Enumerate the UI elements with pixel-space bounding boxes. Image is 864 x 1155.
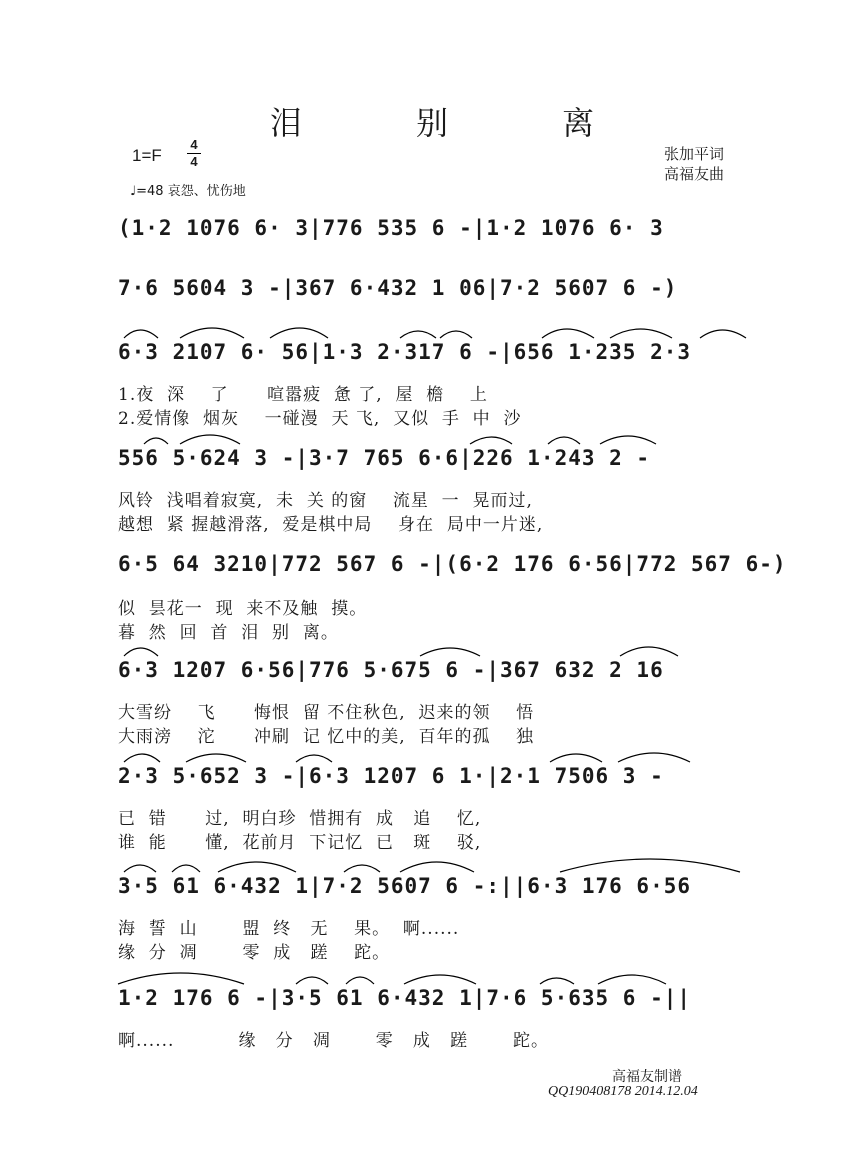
song-title: 泪 别 离 [269, 104, 647, 142]
lyric-line: 已 错 过, 明白珍 惜拥有 成 追 忆, [118, 809, 482, 829]
lyric-line: 海 誓 山 盟 终 无 果。 啊...... [118, 919, 460, 939]
notation-line: 1·2 176 6 -|3·5 61 6·432 1|7·6 5·635 6 -|| [118, 986, 692, 1010]
lyric-line: 风铃 浅唱着寂寞, 未 关 的窗 流星 一 晃而过, [118, 491, 533, 511]
lyric-line: 1.夜 深 了 喧嚣疲 惫 了, 屋 檐 上 [118, 385, 488, 405]
notation-line: 6·3 1207 6·56|776 5·675 6 -|367 632 2 16 [118, 658, 664, 682]
lyric-line: 似 昙花一 现 来不及触 摸。 [118, 599, 368, 619]
lyricist-credit: 张加平词 [664, 145, 725, 163]
notation-line: (1·2 1076 6· 3|776 535 6 -|1·2 1076 6· 3 [118, 216, 664, 240]
lyric-line: 大雪纷 飞 悔恨 留 不住秋色, 迟来的领 悟 [118, 703, 535, 723]
notation-line: 6·3 2107 6· 56|1·3 2·317 6 -|656 1·235 2·3 [118, 340, 692, 364]
time-bottom: 4 [190, 154, 198, 169]
tempo-marking: ♩=48 哀怨、忧伤地 [130, 184, 246, 199]
arranger-credit: 高福友制谱 [612, 1069, 682, 1085]
lyric-line: 越想 紧 握越滑落, 爱是棋中局 身在 局中一片迷, [118, 515, 544, 535]
lyric-line: 谁 能 懂, 花前月 下记忆 已 斑 驳, [118, 833, 482, 853]
lyric-line: 2.爱情像 烟灰 一碰漫 天 飞, 又似 手 中 沙 [118, 409, 522, 429]
composer-credit: 高福友曲 [664, 165, 725, 183]
notation-line: 3·5 61 6·432 1|7·2 5607 6 -:||6·3 176 6·56 [118, 874, 692, 898]
time-top: 4 [190, 137, 198, 152]
lyric-line: 缘 分 凋 零 成 蹉 跎。 [118, 943, 391, 963]
lyric-line: 暮 然 回 首 泪 别 离。 [118, 623, 339, 643]
key-signature: 1=F [132, 146, 162, 165]
lyric-line: 啊...... 缘 分 凋 零 成 蹉 跎。 [118, 1031, 549, 1051]
notation-line: 556 5·624 3 -|3·7 765 6·6|226 1·243 2 - [118, 446, 651, 470]
contact-date: QQ190408178 2014.12.04 [548, 1084, 698, 1099]
notation-line: 7·6 5604 3 -|367 6·432 1 06|7·2 5607 6 -) [118, 276, 678, 300]
notation-line: 2·3 5·652 3 -|6·3 1207 6 1·|2·1 7506 3 - [118, 764, 664, 788]
lyric-line: 大雨滂 沱 冲刷 记 忆中的美, 百年的孤 独 [118, 727, 535, 747]
notation-line: 6·5 64 3210|772 567 6 -|(6·2 176 6·56|772 567 6-) [118, 552, 787, 576]
